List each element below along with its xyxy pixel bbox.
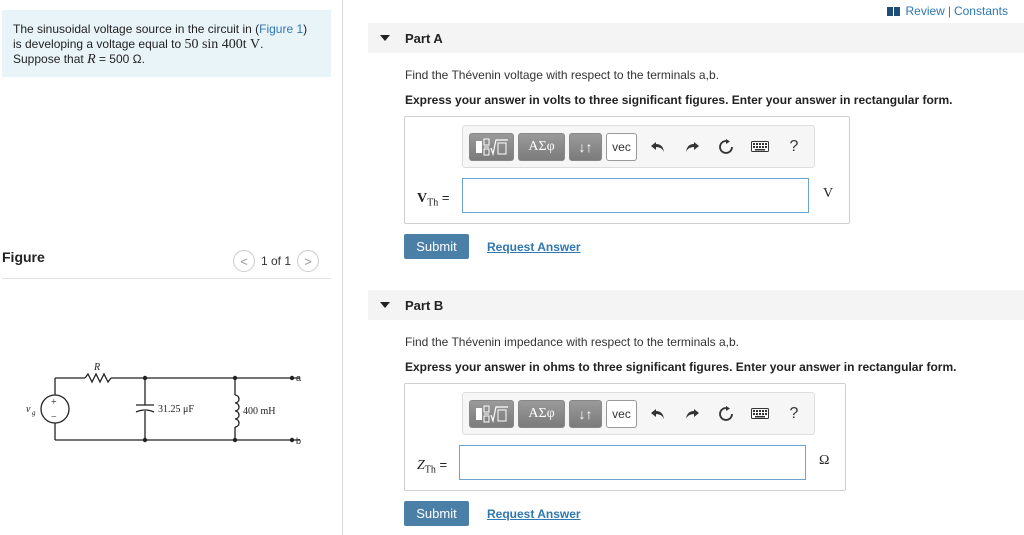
part-b-answer-label: $Z_{Th}$ = <box>417 457 448 476</box>
terminal-b-label: b <box>296 436 302 446</box>
keyboard-icon <box>751 408 769 419</box>
source-label: v <box>26 404 31 415</box>
page-indicator: 1 of 1 <box>261 254 292 268</box>
chevron-right-icon: > <box>304 253 312 269</box>
vector-button[interactable]: vec <box>606 400 637 428</box>
undo-icon <box>650 140 666 154</box>
svg-text:g: g <box>32 409 36 417</box>
constants-link[interactable]: Constants <box>953 4 1008 18</box>
subscript-superscript-button[interactable]: ↓↑ <box>569 400 602 428</box>
part-a-answer-input[interactable] <box>462 178 809 213</box>
part-a-math-toolbar <box>462 125 815 168</box>
part-b-request-answer-link[interactable]: Request Answer <box>487 507 581 521</box>
plus-sign: + <box>51 397 57 408</box>
part-a-request-answer-link[interactable]: Request Answer <box>487 240 581 254</box>
chevron-left-icon: < <box>240 253 248 269</box>
left-panel <box>0 0 343 535</box>
part-b-instruction: Express your answer in ohms to three significant figures. Enter your answer in rectangular form. <box>405 360 957 374</box>
part-a-title: Part A <box>405 30 443 46</box>
problem-statement: The sinusoidal voltage source in the circuit in (Figure 1) is developing a voltage equal to 50 sin 400t V. Suppose that R = 500 Ω. <box>2 10 331 77</box>
redo-icon <box>684 140 700 154</box>
next-figure-button[interactable] <box>297 250 319 272</box>
terminal-a-label: a <box>296 373 302 383</box>
template-button[interactable] <box>469 133 514 161</box>
figure-link[interactable]: Figure 1 <box>259 22 304 36</box>
part-a-answer-box <box>404 116 850 224</box>
part-a-submit-button[interactable]: Submit <box>404 234 469 259</box>
part-a-instruction: Express your answer in volts to three significant figures. Enter your answer in rectangular form. <box>405 93 953 107</box>
review-link[interactable]: Review <box>905 4 945 18</box>
collapse-triangle-icon <box>380 302 390 308</box>
redo-icon <box>684 407 700 421</box>
voltage-expression: 50 sin 400t V <box>184 37 261 52</box>
greek-symbols-button[interactable]: ΑΣφ <box>518 400 565 428</box>
reset-icon <box>718 139 734 155</box>
part-a-question: Find the Thévenin voltage with respect to the terminals a,b. <box>405 68 719 82</box>
undo-button[interactable] <box>641 400 675 428</box>
redo-button[interactable] <box>675 133 709 161</box>
reset-button[interactable] <box>709 133 743 161</box>
keyboard-icon <box>751 141 769 152</box>
book-icon <box>887 7 900 16</box>
help-button[interactable] <box>777 133 811 161</box>
part-b-math-toolbar <box>462 392 815 435</box>
figure-divider <box>2 278 331 279</box>
minus-sign: − <box>51 412 57 423</box>
undo-button[interactable] <box>641 133 675 161</box>
resistance-symbol: R <box>87 52 96 67</box>
part-b-header[interactable] <box>368 290 1024 320</box>
reset-icon <box>718 406 734 422</box>
previous-figure-button[interactable] <box>233 250 255 272</box>
part-b-title: Part B <box>405 297 444 313</box>
keyboard-button[interactable] <box>743 400 777 428</box>
part-b-unit: Ω <box>819 453 830 468</box>
part-a-unit: V <box>823 186 834 201</box>
figure-pager <box>233 250 319 272</box>
template-icon <box>475 405 509 423</box>
vector-button[interactable]: vec <box>606 133 637 161</box>
reset-button[interactable] <box>709 400 743 428</box>
template-button[interactable] <box>469 400 514 428</box>
undo-icon <box>650 407 666 421</box>
redo-button[interactable] <box>675 400 709 428</box>
help-button[interactable] <box>777 400 811 428</box>
part-a-header[interactable] <box>368 23 1024 53</box>
part-b-submit-button[interactable]: Submit <box>404 501 469 526</box>
help-icon: ? <box>789 137 799 155</box>
subscript-superscript-button[interactable]: ↓↑ <box>569 133 602 161</box>
resistor-label: R <box>94 362 101 373</box>
part-b-answer-box <box>404 383 846 491</box>
part-a-answer-label: $V_{Th}$ = <box>417 190 450 209</box>
capacitor-label: 31.25 μF <box>158 404 194 415</box>
inductor-label: 400 mH <box>243 406 276 417</box>
part-b-answer-input[interactable] <box>459 445 806 480</box>
help-icon: ? <box>789 404 799 422</box>
template-icon <box>475 138 509 156</box>
part-b-question: Find the Thévenin impedance with respect to the terminals a,b. <box>405 335 739 349</box>
keyboard-button[interactable] <box>743 133 777 161</box>
circuit-diagram <box>18 360 308 455</box>
greek-symbols-button[interactable]: ΑΣφ <box>518 133 565 161</box>
figure-title: Figure <box>2 249 45 265</box>
collapse-triangle-icon <box>380 35 390 41</box>
review-constants-links: Review | Constants <box>887 4 1008 18</box>
